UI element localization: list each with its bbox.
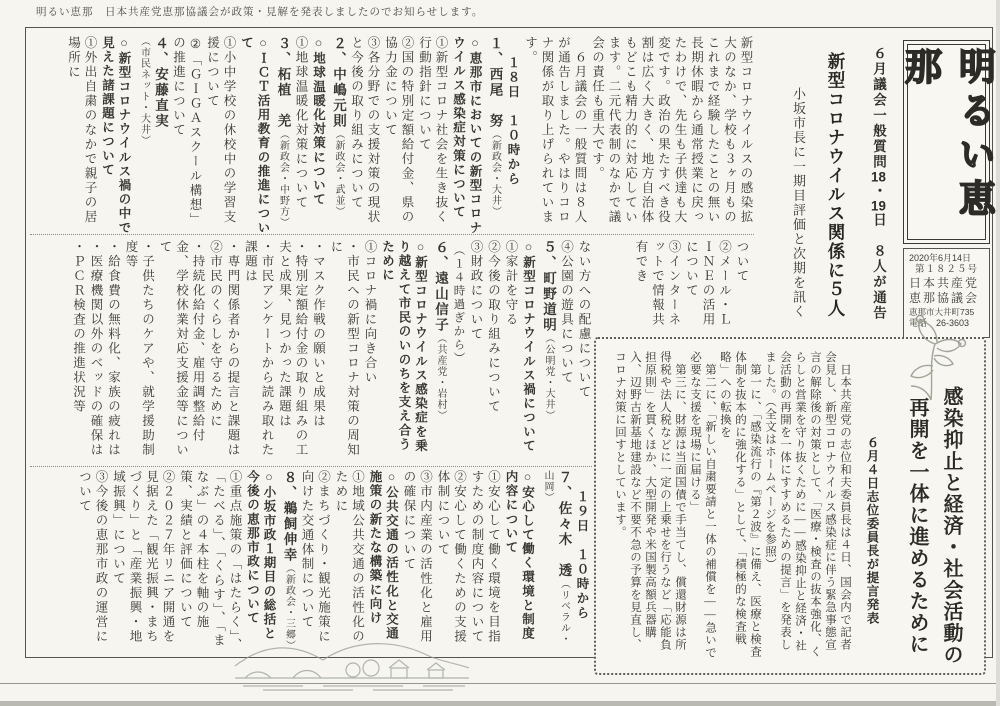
publisher-name-line1: 日本共産党	[909, 276, 980, 291]
masthead-title: 明るい恵那	[899, 47, 995, 223]
speaker-name: １、西尾 努	[487, 36, 503, 129]
text-entry: 第二に、「新しい自粛要請と一体の補償を――急いで必要な支援を現場に届ける」	[689, 351, 716, 659]
text-entry: ○恵那市においての新型コロナウイルス感染症対策について	[451, 36, 482, 235]
text-entry: ・子供たちのケアや、就学援助制度等	[124, 240, 155, 458]
publisher-address: 恵那市大井町735	[909, 307, 975, 318]
text-entry: ②２０２７年リニア開通を見据えた「観光振興・まちづくり」と「産業振興・地域振興」について	[111, 470, 175, 644]
speaker-affiliation: （新政会・中野方）	[277, 129, 289, 228]
headline-main: 新型コロナウイルス関係に５人	[826, 52, 846, 318]
speaker-affiliation: （共産党・岩村）	[435, 333, 446, 421]
text-entry: ○ＩＣＴ活用教育の推進について	[239, 36, 270, 235]
publisher-phone: 電話 26-3603	[909, 317, 970, 328]
speaker-name: ２、中嶋元則	[331, 36, 346, 129]
speaker-affiliation: （新政会・三郷）	[283, 563, 295, 651]
speaker-affiliation: （新政会・大井）	[489, 129, 501, 217]
speaker-name: ４、安藤直実	[153, 36, 168, 129]
speaker-name: ３、柘植 羌	[275, 36, 291, 129]
text-entry: ○安心して働く環境と制度内容について	[504, 470, 535, 641]
text-entry: ①家計を守る	[504, 240, 518, 327]
paper-edge-line	[0, 683, 1000, 684]
text-entry: ○小坂市政１期目の総括と今後の恵那市政について	[245, 470, 276, 641]
speaker-name: ７、佐々木 透	[556, 470, 572, 579]
masthead-inner-frame	[899, 44, 995, 240]
masthead-title-box	[899, 40, 995, 244]
text-entry: ③各分野での支援対策の現状と今後の取り組みについて	[349, 36, 380, 225]
speaker-affiliation: （公明党・大井）	[543, 333, 554, 421]
text-entry: 新型コロナウイルスの感染拡大のなか、学校も３ヶ月ものこれまで経験したことの無い長期休暇から通常授業に戻ったわけで、先生も子供達も大変です。政治の果たすべき役割は広く大きく、地方自治体もどこも精力的に対応しています。二元代表制のなかで議会の責任も重大です。	[590, 36, 753, 225]
text-entry: ④公園の遊具について	[559, 240, 574, 385]
text-entry: ・市民への新型コロナ対策の周知に	[329, 240, 360, 458]
text-entry: ①コロナ禍に向き合い	[363, 240, 377, 385]
publication-date: 2020年6月14日	[909, 253, 972, 263]
speaker-entry	[330, 36, 347, 236]
speaker-affiliation: （リベラル・山岡）	[542, 470, 570, 645]
text-entry: ②国の特別定額給付金、県の協力金について	[383, 36, 414, 225]
speaker-entry	[539, 470, 572, 654]
headline-dot: ・	[871, 183, 886, 199]
speaker-entry	[486, 36, 503, 236]
text-entry: ・ＰＣＲ検査の推進状況等	[71, 240, 86, 414]
publisher-name-line2: 恵那協議会	[909, 291, 980, 306]
text-entry: 第一に、「感染流行の『第２波』に備え、医療と検査体制を抜本的に強化する」として、「積極的な検査戦略」への転換を	[719, 351, 761, 658]
text-entry: ①重点施策の「はたらく」、「たべる」、「くらす」、「まなぶ」の４本柱を軸の施策、実績と評価について	[178, 470, 242, 653]
feature-headline	[900, 383, 968, 668]
text-entry: ○地球温暖化対策について	[311, 36, 326, 207]
text-entry: 第三に、財源は当面国債で手当てし、償還財源は所得税や法人税などに一定の上乗せを行うなど「応能負担原則」を貫くほか、大型開発や米国製高額兵器購入、辺野古新基地建設など不要不急の予算を見直し、コロナ対策に回すとしています。	[614, 351, 686, 651]
text-entry: ②安心して働くための支援体制について	[436, 470, 467, 644]
text-entry: ②「ＧＩＧＡスクール構想」の推進について	[171, 36, 202, 227]
headline-schedule-line	[859, 40, 897, 342]
text-entry: 日本共産党の志位和夫委員長は４日、国会内で記者会見し、新型コロナウイルス感染症に伴う緊急事態宣言の解除後の対策として、「医療・検査の抜本強化、くらしと営業を守り抜くために――感染抑止と経済・社会活動の再開を一体にすすめるための提言」を発表しました。（全文はホームページを参照）	[764, 351, 851, 658]
text-entry: ・マスク作戦の願いと成果は	[311, 240, 326, 429]
speaker-affiliation: （新政会・武並）	[333, 129, 344, 217]
feature-headline-line1: 感染抑止と経済・社会活動の	[940, 385, 962, 666]
paper-bottom-strip	[0, 701, 1000, 706]
headline-date-19: 19	[871, 199, 886, 213]
text-entry: １８日 １０時から	[506, 56, 520, 187]
scan-top-notice: 明るい恵那 日本共産党恵那協議会が政策・見解を発表しましたのでお知らせします。	[36, 6, 484, 18]
text-entry: ②今後の取り組みについて	[486, 240, 501, 414]
text-entry: ①外出自粛のなかで親子の居場所に	[66, 36, 97, 225]
band2-text-columns	[32, 240, 592, 462]
text-entry: （１４時過ぎから）	[452, 244, 465, 366]
headline-day: 日	[871, 212, 886, 244]
text-entry: ③インターネットで情報共有でき	[634, 240, 681, 327]
text-entry: ６月議会の一般質問は８人が通告しました。やはりコロナ関係が取り上げられています。	[523, 36, 587, 225]
text-entry: ・特別定額給付金の取り組みの工夫と成果、見つかった課題は	[277, 240, 308, 458]
band2-upper-text-columns	[600, 240, 750, 334]
text-entry: １９日 １０時から	[575, 490, 589, 621]
speaker-name: ６、遠山信子	[433, 240, 448, 333]
speaker-name: ５、町野道明	[541, 240, 556, 333]
headline-pre: ６月議会一般質問	[871, 46, 886, 170]
text-entry: ①新型コロナ社会を生き抜く行動指針について	[417, 36, 448, 225]
text-entry: ・持続化給付金、雇用調整給付金、学校休業対応支援金等について	[158, 240, 205, 458]
text-entry: ②メール・ＬＩＮＥの活用について	[684, 240, 732, 327]
text-entry: ・市民アンケートから読み取れた課題は	[243, 240, 274, 458]
paper-right-strip	[996, 0, 1000, 706]
text-entry: ①安心して働く環境を目指すための制度内容について	[470, 470, 501, 644]
text-entry: ○新型コロナウイルス禍について	[521, 240, 536, 453]
text-entry: ①地域公共交通の活性化のために	[334, 470, 365, 644]
text-entry: ①小中学校の休校中の学習支援について	[205, 36, 236, 225]
text-entry: ○新型コロナウイルス禍の中で見えた諸課題について	[100, 36, 131, 235]
speaker-entry	[432, 240, 449, 462]
feature-body-columns	[606, 351, 852, 663]
headline-block	[757, 40, 897, 342]
text-entry: ○新型コロナウイルス感染症を乗り越えて市民のいのちを支え合うために	[380, 240, 428, 453]
text-entry: ①地球温暖化対策について	[294, 36, 308, 210]
flower-icon	[893, 310, 971, 402]
text-entry: ・給食費の無料化、家族の疲れは	[106, 240, 121, 458]
headline-date-18: 18	[871, 170, 886, 184]
speaker-affiliation: （市民ネット・大井）	[138, 36, 150, 146]
text-entry: ○公共交通の活性化と交通施策の新たな構築に向け	[368, 470, 399, 641]
text-entry: ③市内産業の活性化と雇用の確保について	[402, 470, 433, 644]
text-entry: ②まちづくり・観光施策に向けた交通体制について	[300, 470, 331, 644]
band1-text-columns	[32, 36, 754, 236]
speaker-entry	[274, 36, 291, 236]
text-entry: ・専門関係者からの提言と課題は	[226, 240, 240, 458]
feature-subhead: ６月４日志位委員長が提言発表	[865, 436, 879, 625]
text-entry: ②市民のくらしを守るために	[208, 240, 223, 429]
speaker-entry	[540, 240, 557, 462]
speaker-entry	[135, 36, 168, 236]
text-entry: ③財政について	[469, 240, 483, 342]
headline-sub: 小坂市長に一期目評価と次期を訊く	[791, 87, 806, 319]
landscape-illustration-icon	[233, 626, 471, 692]
text-entry: ・医療機関以外のベッドの確保は	[89, 240, 103, 458]
speaker-name: ８、鵜飼伸幸	[281, 470, 297, 563]
headline-tail: ８人が通告	[871, 243, 886, 321]
text-entry: ついて	[735, 240, 749, 284]
band-divider-2	[30, 466, 592, 467]
issue-number: 第１８２５号	[914, 264, 978, 276]
text-entry: ない方への配慮について	[577, 240, 591, 400]
feature-headline-line2: 再開を一体に進めるために	[906, 396, 928, 655]
text-entry: ③今後の恵那市政の運営について	[77, 470, 108, 644]
